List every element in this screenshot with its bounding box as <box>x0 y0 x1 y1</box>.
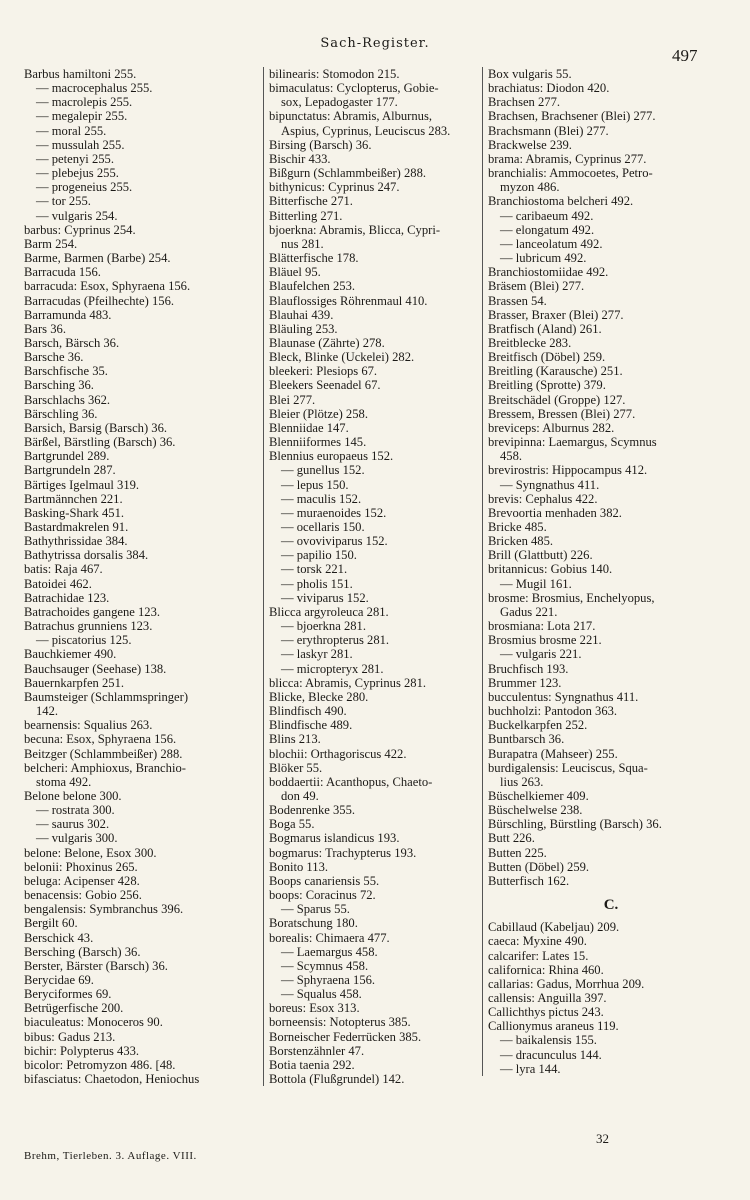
index-entry: — papilio 150. <box>281 548 357 563</box>
index-entry: Betrügerfische 200. <box>24 1001 124 1016</box>
index-entry: Blaunase (Zährte) 278. <box>269 335 385 350</box>
index-entry: — rostrata 300. <box>36 803 115 818</box>
index-entry: benacensis: Gobio 256. <box>24 888 142 903</box>
index-entry: Bruchfisch 193. <box>488 661 569 676</box>
index-entry: Bärtiges Igelmaul 319. <box>24 477 140 492</box>
index-entry: Blicca argyroleuca 281. <box>269 604 389 619</box>
index-entry: Barm 254. <box>24 236 78 251</box>
index-entry: Bitterfische 271. <box>269 194 353 209</box>
index-entry: don 49. <box>281 788 319 803</box>
index-entry: Borstenzähnler 47. <box>269 1043 365 1058</box>
index-entry: Büschelkiemer 409. <box>488 788 589 803</box>
index-entry: — caribaeum 492. <box>500 208 594 223</box>
index-entry: Bauchkiemer 490. <box>24 647 117 662</box>
index-entry: Blei 277. <box>269 392 316 407</box>
index-entry: bipunctatus: Abramis, Alburnus, <box>269 109 433 124</box>
index-entry: bogmarus: Trachypterus 193. <box>269 845 417 860</box>
index-entry: Belone belone 300. <box>24 788 122 803</box>
index-entry: bimaculatus: Cyclopterus, Gobie- <box>269 81 439 96</box>
index-entry: beluga: Acipenser 428. <box>24 873 140 888</box>
index-entry: becuna: Esox, Sphyraena 156. <box>24 732 177 747</box>
index-entry: bengalensis: Symbranchus 396. <box>24 902 184 917</box>
index-entry: Brasser, Braxer (Blei) 277. <box>488 307 624 322</box>
index-entry: — ocellaris 150. <box>281 520 365 534</box>
index-entry: breviceps: Alburnus 282. <box>488 420 615 435</box>
index-entry: Cabillaud (Kabeljau) 209. <box>488 920 620 935</box>
index-entry: — ovoviviparus 152. <box>281 534 388 549</box>
index-entry: — megalepir 255. <box>36 109 128 124</box>
index-entry: Blindfisch 490. <box>269 704 347 719</box>
index-entry: — mussulah 255. <box>36 137 125 152</box>
index-entry: — elongatum 492. <box>500 222 595 237</box>
index-entry: Bricke 485. <box>488 520 547 534</box>
index-column-1 <box>24 67 262 1086</box>
index-entry: Barme, Barmen (Barbe) 254. <box>24 251 171 266</box>
index-entry: Gadus 221. <box>500 604 558 619</box>
index-entry: — vulgaris 221. <box>500 647 582 662</box>
index-entry: Brill (Glattbutt) 226. <box>488 548 593 563</box>
index-entry: callensis: Anguilla 397. <box>488 991 607 1005</box>
index-entry: biaculeatus: Monoceros 90. <box>24 1015 163 1030</box>
index-entry: — maculis 152. <box>281 491 362 506</box>
index-entry: Bischir 433. <box>269 151 331 166</box>
index-entry: barbus: Cyprinus 254. <box>24 222 136 237</box>
index-entry: Barracudas (Pfeilhechte) 156. <box>24 293 175 308</box>
index-entry: Berschick 43. <box>24 930 94 945</box>
index-entry: britannicus: Gobius 140. <box>488 562 613 577</box>
index-entry: Barsich, Barsig (Barsch) 36. <box>24 420 168 435</box>
index-entry: Blätterfische 178. <box>269 251 359 266</box>
index-entry: Borneischer Federrücken 385. <box>269 1029 422 1044</box>
index-entry: Bodenrenke 355. <box>269 803 356 818</box>
index-entry: boreus: Esox 313. <box>269 1001 360 1016</box>
index-entry: Brevoortia menhaden 382. <box>488 505 622 520</box>
index-entry: Barsching 36. <box>24 378 94 393</box>
index-entry: Boratschung 180. <box>269 916 358 931</box>
index-entry: — macrocephalus 255. <box>36 81 153 96</box>
index-entry: Branchiostomiidae 492. <box>488 265 609 280</box>
index-entry: Bersching (Barsch) 36. <box>24 944 141 959</box>
index-entry: Botia taenia 292. <box>269 1057 355 1072</box>
index-entry: Blaufelchen 253. <box>269 279 356 294</box>
index-entry: — muraenoides 152. <box>281 505 387 520</box>
index-entry: Blauflossiges Röhrenmaul 410. <box>269 293 428 308</box>
index-entry: Box vulgaris 55. <box>488 67 572 81</box>
index-entry: Bricken 485. <box>488 534 554 549</box>
index-entry: Bärschling 36. <box>24 406 98 421</box>
index-entry: — lyra 144. <box>500 1061 561 1076</box>
index-entry: Batoidei 462. <box>24 576 92 591</box>
index-entry: Batrachoides gangene 123. <box>24 604 161 619</box>
index-entry: Bläuel 95. <box>269 265 321 280</box>
index-entry: Bars 36. <box>24 321 66 336</box>
index-entry: Batrachidae 123. <box>24 590 110 605</box>
index-entry: bearnensis: Squalius 263. <box>24 718 153 733</box>
index-entry: Barsche 36. <box>24 350 84 365</box>
index-entry: Barracuda 156. <box>24 265 101 280</box>
index-entry: buchholzi: Pantodon 363. <box>488 704 618 719</box>
index-entry: Barschlachs 362. <box>24 392 111 407</box>
index-entry: — bjoerkna 281. <box>281 619 366 634</box>
index-entry: Bartmännchen 221. <box>24 491 123 506</box>
index-entry: brosmiana: Lota 217. <box>488 619 596 634</box>
index-entry: — pholis 151. <box>281 576 353 591</box>
index-entry: myzon 486. <box>500 180 560 195</box>
index-entry: Baumsteiger (Schlammspringer) <box>24 689 189 704</box>
index-entry: Bogmarus islandicus 193. <box>269 831 400 846</box>
index-entry: Bauchsauger (Seehase) 138. <box>24 661 167 676</box>
index-entry: Beitzger (Schlammbeißer) 288. <box>24 746 183 761</box>
index-entry: Bräsem (Blei) 277. <box>488 279 585 294</box>
index-entry: — baikalensis 155. <box>500 1033 597 1048</box>
index-entry: Bressem, Bressen (Blei) 277. <box>488 406 636 421</box>
index-entry: Branchiostoma belcheri 492. <box>488 194 634 209</box>
index-entry: Bauernkarpfen 251. <box>24 675 125 690</box>
index-entry: Brachsmann (Blei) 277. <box>488 123 609 138</box>
index-entry: Breitblecke 283. <box>488 335 572 350</box>
index-entry: Basking-Shark 451. <box>24 505 125 520</box>
index-entry: — vulgaris 254. <box>36 208 118 223</box>
index-entry: blicca: Abramis, Cyprinus 281. <box>269 675 427 690</box>
index-entry: Bathytrissa dorsalis 384. <box>24 548 149 563</box>
index-entry: Barramunda 483. <box>24 307 112 322</box>
index-entry: branchialis: Ammocoetes, Petro- <box>488 166 653 181</box>
index-entry: borealis: Chimaera 477. <box>269 930 390 945</box>
index-entry: Berycidae 69. <box>24 973 94 987</box>
index-entry: Barschfische 35. <box>24 364 108 379</box>
index-entry: Breitfisch (Döbel) 259. <box>488 350 606 365</box>
index-entry: — laskyr 281. <box>281 647 353 662</box>
index-entry: Berster, Bärster (Barsch) 36. <box>24 958 168 973</box>
index-entry: blochii: Orthagoriscus 422. <box>269 746 407 761</box>
index-entry: Blins 213. <box>269 732 321 747</box>
index-entry: Boga 55. <box>269 817 315 832</box>
index-entry: Bonito 113. <box>269 859 329 874</box>
index-entry: calcarifer: Lates 15. <box>488 948 589 963</box>
index-entry: bifasciatus: Chaetodon, Heniochus <box>24 1072 200 1087</box>
index-entry: Bleck, Blinke (Uckelei) 282. <box>269 350 415 365</box>
index-entry: 458. <box>500 449 523 464</box>
index-entry: — gunellus 152. <box>281 463 365 478</box>
index-entry: Callionymus araneus 119. <box>488 1019 619 1034</box>
index-entry: Blennius europaeus 152. <box>269 449 394 464</box>
index-entry: Bastardmakrelen 91. <box>24 520 129 534</box>
index-entry: bithynicus: Cyprinus 247. <box>269 180 400 195</box>
page-number: 497 <box>672 46 698 65</box>
index-entry: — Mugil 161. <box>500 576 572 591</box>
index-entry: — Squalus 458. <box>281 987 362 1002</box>
index-entry: Bißgurn (Schlammbeißer) 288. <box>269 166 427 181</box>
index-entry: stoma 492. <box>36 774 92 789</box>
index-entry: Batrachus grunniens 123. <box>24 619 153 634</box>
index-entry: Blicke, Blecke 280. <box>269 689 369 704</box>
index-entry: — vulgaris 300. <box>36 831 118 846</box>
index-entry: 142. <box>36 704 59 719</box>
index-entry: Bläuling 253. <box>269 321 338 336</box>
index-entry: Buntbarsch 36. <box>488 732 565 747</box>
index-entry: boops: Coracinus 72. <box>269 888 376 903</box>
index-entry: — lepus 150. <box>281 477 349 492</box>
index-entry: bicolor: Petromyzon 486. [48. <box>24 1057 176 1072</box>
index-entry: Blenniidae 147. <box>269 420 349 435</box>
page-title: Sach-Register. <box>320 36 430 51</box>
index-entry: Büschelwelse 238. <box>488 803 583 818</box>
index-entry: — tor 255. <box>36 194 91 209</box>
index-entry: — viviparus 152. <box>281 590 369 605</box>
index-entry: Breitschädel (Groppe) 127. <box>488 392 626 407</box>
index-entry: californica: Rhina 460. <box>488 962 604 977</box>
index-entry: bucculentus: Syngnathus 411. <box>488 689 639 704</box>
sheet-number: 32 <box>596 1131 609 1146</box>
index-entry: brachiatus: Diodon 420. <box>488 81 610 96</box>
index-entry: Bartgrundel 289. <box>24 449 110 464</box>
index-entry: bibus: Gadus 213. <box>24 1029 116 1044</box>
index-entry: — dracunculus 144. <box>500 1047 602 1062</box>
index-entry: Bottola (Flußgrundel) 142. <box>269 1072 405 1087</box>
index-entry: — piscatorius 125. <box>36 633 132 648</box>
index-entry: — plebejus 255. <box>36 166 119 181</box>
index-entry: — progeneius 255. <box>36 180 133 195</box>
index-entry: brosme: Brosmius, Enchelyopus, <box>488 590 655 605</box>
index-entry: belcheri: Amphioxus, Branchio- <box>24 760 186 775</box>
index-entry: bichir: Polypterus 433. <box>24 1043 140 1058</box>
index-entry: — lubricum 492. <box>500 251 587 266</box>
index-entry: bilinearis: Stomodon 215. <box>269 67 400 81</box>
index-entry: bjoerkna: Abramis, Blicca, Cypri- <box>269 222 441 237</box>
index-entry: Brachsen, Brachsener (Blei) 277. <box>488 109 656 124</box>
index-entry: Brosmius brosme 221. <box>488 633 602 648</box>
index-entry: — Syngnathus 411. <box>500 477 600 492</box>
index-entry: — macrolepis 255. <box>36 95 133 110</box>
index-entry: Burapatra (Mahseer) 255. <box>488 746 618 761</box>
index-entry: Bathythrissidae 384. <box>24 534 128 549</box>
index-entry: Barsch, Bärsch 36. <box>24 335 120 350</box>
index-entry: Brummer 123. <box>488 675 562 690</box>
index-entry: Butt 226. <box>488 831 535 846</box>
index-entry: batis: Raja 467. <box>24 562 103 577</box>
footer-source: Brehm, Tierleben. 3. Auflage. VIII. <box>24 1150 197 1162</box>
index-entry: Breitling (Sprotte) 379. <box>488 378 606 393</box>
index-entry: Blauhai 439. <box>269 307 334 322</box>
index-entry: belone: Belone, Esox 300. <box>24 845 157 860</box>
index-entry: — moral 255. <box>36 123 107 138</box>
index-entry: Blöker 55. <box>269 760 323 775</box>
index-column-3 <box>482 67 734 1076</box>
index-entry: Bratfisch (Aland) 261. <box>488 321 602 336</box>
index-entry: burdigalensis: Leuciscus, Squa- <box>488 760 648 775</box>
index-entry: Bitterling 271. <box>269 208 343 223</box>
index-entry: — lanceolatum 492. <box>500 236 603 251</box>
index-entry: bleekeri: Plesiops 67. <box>269 364 378 379</box>
index-entry: brama: Abramis, Cyprinus 277. <box>488 151 647 166</box>
index-entry: lius 263. <box>500 774 544 789</box>
index-entry: brevipinna: Laemargus, Scymnus <box>488 435 657 450</box>
index-entry: Bartgrundeln 287. <box>24 463 116 478</box>
index-entry: Bürschling, Bürstling (Barsch) 36. <box>488 817 662 832</box>
index-entry: Brackwelse 239. <box>488 137 572 152</box>
index-entry: — Sparus 55. <box>281 902 350 917</box>
index-column-2 <box>263 67 487 1086</box>
index-entry: — saurus 302. <box>36 817 110 832</box>
index-entry: brevis: Cephalus 422. <box>488 491 598 506</box>
index-entry: sox, Lepadogaster 177. <box>281 95 398 110</box>
index-entry: Butten 225. <box>488 845 547 860</box>
index-entry: Bärßel, Bärstling (Barsch) 36. <box>24 435 176 450</box>
index-entry: — torsk 221. <box>281 562 348 577</box>
index-entry: nus 281. <box>281 236 324 251</box>
index-entry: Birsing (Barsch) 36. <box>269 137 372 152</box>
index-entry: Bergilt 60. <box>24 916 78 931</box>
index-entry: Barbus hamiltoni 255. <box>24 67 137 81</box>
index-entry: Boops canariensis 55. <box>269 873 380 888</box>
index-entry: boddaertii: Acanthopus, Chaeto- <box>269 774 433 789</box>
index-entry: — micropteryx 281. <box>281 661 384 676</box>
index-entry: belonii: Phoxinus 265. <box>24 859 138 874</box>
index-entry: Bleekers Seenadel 67. <box>269 378 381 393</box>
index-entry: Breitling (Karausche) 251. <box>488 364 623 379</box>
index-entry: borneensis: Notopterus 385. <box>269 1015 411 1030</box>
index-entry: — Laemargus 458. <box>281 944 378 959</box>
index-entry: Butterfisch 162. <box>488 873 570 888</box>
section-letter: C. <box>603 897 619 914</box>
index-entry: Beryciformes 69. <box>24 987 112 1002</box>
index-entry: Aspius, Cyprinus, Leuciscus 283. <box>281 123 451 138</box>
index-entry: Bleier (Plötze) 258. <box>269 406 368 421</box>
index-entry: caeca: Myxine 490. <box>488 934 587 949</box>
index-entry: brevirostris: Hippocampus 412. <box>488 463 648 478</box>
index-entry: Brachsen 277. <box>488 95 561 110</box>
index-entry: — Sphyraena 156. <box>281 973 376 987</box>
index-entry: callarias: Gadus, Morrhua 209. <box>488 976 645 991</box>
index-entry: Buckelkarpfen 252. <box>488 718 588 733</box>
index-entry: Blindfische 489. <box>269 718 353 733</box>
index-entry: Brassen 54. <box>488 293 547 308</box>
index-entry: Butten (Döbel) 259. <box>488 859 590 874</box>
index-entry: — erythropterus 281. <box>281 633 390 648</box>
index-entry: Callichthys pictus 243. <box>488 1005 604 1020</box>
index-entry: Blenniiformes 145. <box>269 435 367 450</box>
index-entry: — petenyi 255. <box>36 151 114 166</box>
index-entry: barracuda: Esox, Sphyraena 156. <box>24 279 191 294</box>
index-entry: — Scymnus 458. <box>281 958 369 973</box>
